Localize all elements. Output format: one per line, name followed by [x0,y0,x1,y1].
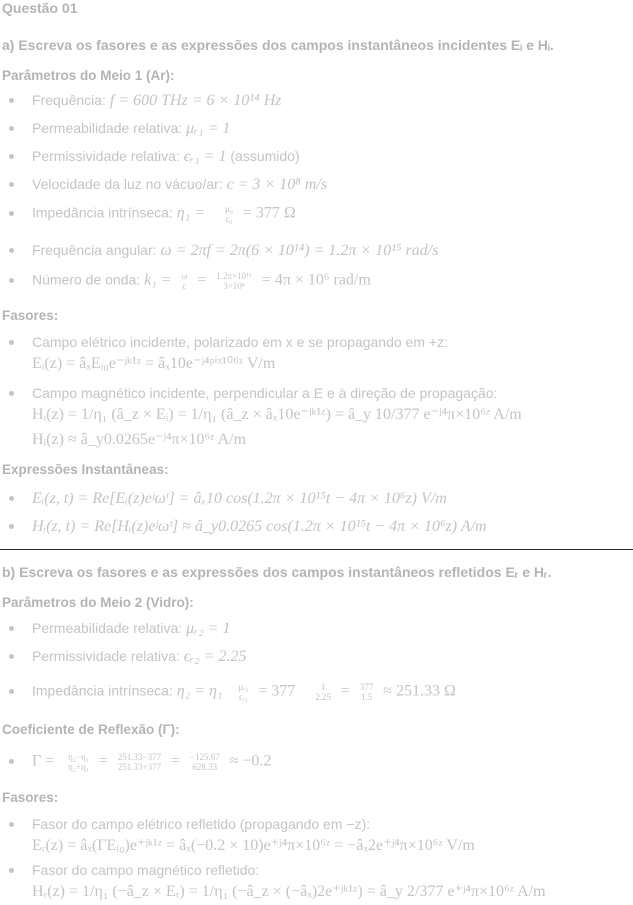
fraction-numerator: 1.2π×10¹⁵ [216,271,252,281]
phasors-heading-a: Fasores: [2,308,59,323]
param-math-right: ≈ 251.33 Ω [383,682,456,700]
equals-sign: = [340,682,350,700]
param-label: Impedância intrínseca: [32,682,173,699]
bullet [9,211,14,216]
bullet [9,759,14,764]
param-permeability [9,120,230,138]
reflection-heading: Coeficiente de Reflexão (Γ): [2,722,180,737]
equals-sign: = [197,271,207,289]
param-math-left: k₁ = [144,271,172,289]
instant-e [9,490,447,508]
fraction-numerator: μ₀ [224,204,233,214]
fraction [181,271,187,291]
fraction-denominator: ϵᵣ₂ [239,692,248,702]
param-label: Frequência angular: [32,242,157,258]
fraction [238,682,248,702]
param-label: Permissividade relativa: [32,648,180,664]
param-math: c = 3 × 10⁸ m/s [226,176,328,193]
param-math: μᵣ₂ = 1 [186,620,231,637]
param-math: ω = 2πf = 2π(6 × 10¹⁴) = 1.2π × 10¹⁵ rad/s [160,242,439,259]
question-title: Questão 01 [2,0,78,16]
fraction [216,271,252,291]
instant-equation: Hᵢ(z, t) = Re[Hᵢ(z)eʲωᵗ] ≈ â_y0.0265 cos(1.2π × 10¹⁵t − 4π × 10⁶z) A/m [32,518,487,535]
param-math-right: = 377 Ω [242,204,296,222]
fraction-numerator: 377 [359,682,374,692]
phasor-label: Campo elétrico incidente, polarizado em x e se propagando em +z: [32,334,448,350]
phasor-e-reflected-label [9,816,370,832]
param-math-left: η₂ = η₁ [176,682,223,700]
param-permeability-2 [9,620,230,638]
bullet [9,822,14,827]
param-label: Permeabilidade relativa: [32,120,183,136]
fraction-denominator: 251.33+377 [117,762,162,772]
fraction [190,752,220,772]
phasor-h-incident-equation-1: Hᵢ(z) = 1/η₁ (â_z × Eᵢ) = 1/η₁ (â_z × âₓ10e⁻ʲᵏ¹ᶻ) = â_y 10/377 e⁻ʲ⁴π×10⁶ᶻ A/m [32,406,522,423]
fraction-numerator: η₂−η₁ [68,752,89,762]
fraction-numerator: μᵣ₂ [238,682,249,692]
param-label: Número de onda: [32,271,141,288]
fraction-denominator: 2.25 [315,692,332,702]
bullet [9,248,14,253]
bullet [9,868,14,873]
fraction [315,682,331,702]
fraction [118,752,161,772]
reflection-equation [9,752,271,772]
fraction-denominator: c [182,281,187,291]
param-label: Frequência: [32,92,106,108]
section-divider [0,549,633,550]
phasor-e-incident-equation: Eᵢ(z) = âₓEᵢ₀e⁻ʲᵏ¹ᶻ = âₓ10e⁻ʲ⁴ᵖⁱˣ¹⁰⁶ᶻ V/m [32,355,276,372]
bullet [9,524,14,529]
param-light-speed [9,176,327,194]
fraction-numerator: 251.33−377 [117,752,162,762]
fraction-numerator: ω [181,271,188,281]
fraction-denominator: ϵ₀ [225,214,233,224]
param-permittivity-2 [9,648,246,666]
fraction [360,682,374,702]
phasor-label: Campo magnético incidente, perpendicular a E e à direção de propagação: [32,385,498,401]
param-permittivity [9,148,300,166]
bullet [9,626,14,631]
gamma-left: Γ = [32,752,55,770]
param-wave-number [9,271,371,291]
bullet [9,689,14,694]
instant-heading: Expressões Instantâneas: [2,462,169,477]
phasor-label: Fasor do campo elétrico refletido (propagando em −z): [32,816,371,832]
param-angular-frequency [9,242,438,260]
param-label: Permissividade relativa: [32,148,180,164]
phasor-e-reflected-equation: Eᵣ(z) = âₓ(ΓEᵢ₀)e⁺ʲᵏ¹ᶻ = âₓ(−0.2 × 10)e⁺ʲ⁴π×10⁶ᶻ = −âₓ2e⁺ʲ⁴π×10⁶ᶻ V/m [32,837,475,854]
phasor-h-incident-label [9,385,497,401]
fraction [68,752,89,772]
param-label: Velocidade da luz no vácuo/ar: [32,176,223,192]
param-frequency [9,92,281,110]
bullet [9,154,14,159]
param-impedance-1 [9,204,296,224]
phasor-h-reflected-label [9,862,259,878]
bullet [9,278,14,283]
fraction-denominator: 628.33 [192,762,218,772]
medium-2-heading: Parâmetros do Meio 2 (Vidro): [2,595,194,610]
param-label: Permeabilidade relativa: [32,620,183,636]
phasor-h-reflected-equation: Hᵣ(z) = 1/η₁ (−â_z × Eᵣ) = 1/η₁ (−â_z × (−âₓ)2e⁺ʲᵏ¹ᶻ) = â_y 2/377 e⁺ʲ⁴π×10⁶ᶻ A/m [32,883,546,900]
param-math: ϵᵣ₁ = 1 [183,148,227,165]
param-math-right: = 4π × 10⁶ rad/m [261,271,371,289]
phasor-label: Fasor do campo magnético refletido: [32,862,260,878]
instant-h [9,518,487,536]
fraction [225,204,233,224]
fraction-denominator: 1.5 [360,692,373,702]
phasor-h-incident-equation-2: Hᵢ(z) ≈ â_y0.0265e⁻ʲ⁴π×10⁶ᶻ A/m [32,431,247,448]
equals-sign: = [98,752,108,770]
phasors-heading-b: Fasores: [2,790,59,805]
param-math: μᵣ₁ = 1 [186,120,231,137]
bullet [9,391,14,396]
param-impedance-2 [9,682,456,702]
bullet [9,654,14,659]
param-math: f = 600 THz = 6 × 10¹⁴ Hz [109,92,282,109]
bullet [9,126,14,131]
instant-equation: Eᵢ(z, t) = Re[Eᵢ(z)eʲωᵗ] = âₓ10 cos(1.2π × 10¹⁵t − 4π × 10⁶z) V/m [32,490,447,507]
param-label: Impedância intrínseca: [32,204,173,221]
param-math-left: η₁ = [176,204,206,222]
fraction-numerator: 1 [320,682,326,692]
equals-sign: = 377 [258,682,296,700]
medium-1-heading: Parâmetros do Meio 1 (Ar): [2,68,175,83]
phasor-e-incident-label [9,334,448,350]
fraction-numerator: −125.67 [189,752,220,762]
fraction-denominator: η₂+η₁ [68,762,89,772]
part-a-heading: a) Escreva os fasores e as expressões dos campos instantâneos incidentes Eᵢ e Hᵢ. [2,37,554,53]
bullet [9,496,14,501]
bullet [9,340,14,345]
part-b-heading: b) Escreva os fasores e as expressões dos campos instantâneos refletidos Eᵣ e Hᵣ. [2,564,552,580]
param-suffix: (assumido) [230,148,300,164]
equals-sign: = [170,752,180,770]
bullet [9,98,14,103]
param-math: ϵᵣ₂ = 2.25 [183,648,247,665]
bullet [9,182,14,187]
fraction-denominator: 3×10⁸ [223,281,245,291]
gamma-right: ≈ −0.2 [229,752,272,770]
